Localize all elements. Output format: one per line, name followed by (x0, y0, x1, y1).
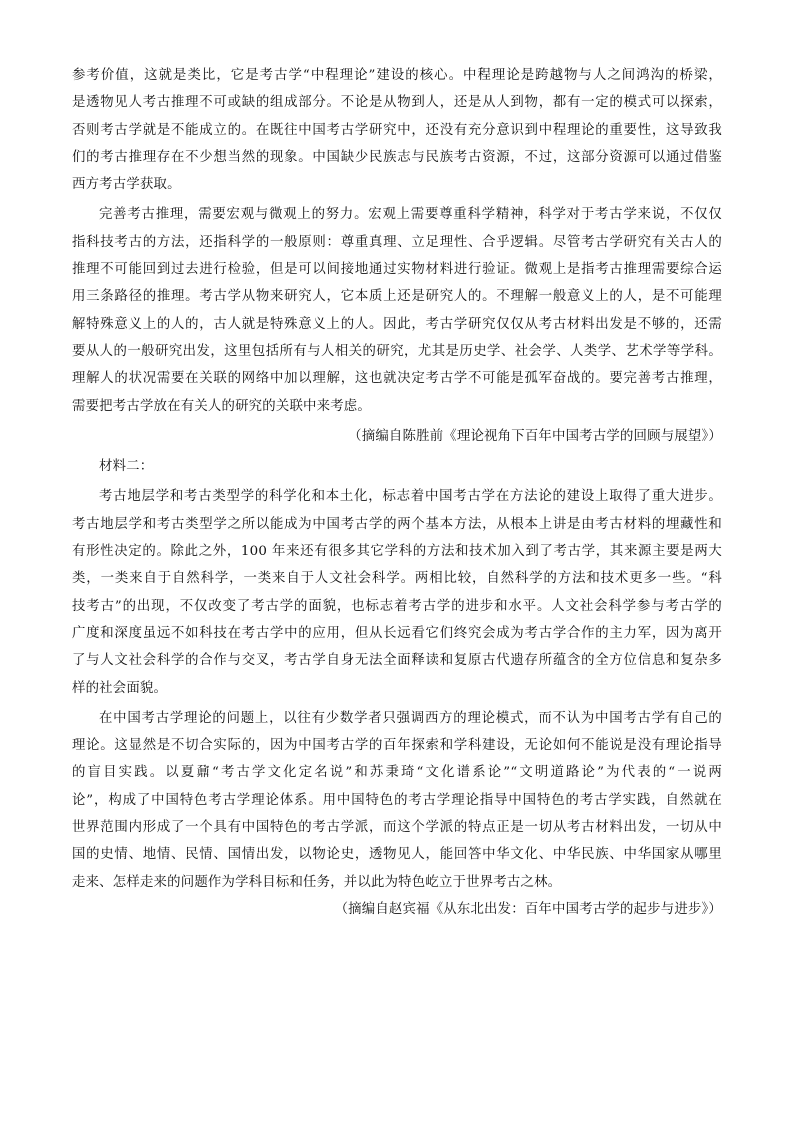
text-line: 考古地层学和考古类型学的科学化和本土化，标志着中国考古学在方法论的建设上取得了重大进步。 (99, 489, 722, 505)
text-line: 了与人文社会科学的合作与交叉，考古学自身无法全面释读和复原古代遗存所蕴含的全方位信息和复杂多 (72, 653, 722, 669)
text-line: 样的社会面貌。 (72, 680, 168, 696)
text-line: 指科技考古的方法，还指科学的一般原则：尊重真理、立足理性、合乎逻辑。尽管考古学研究有关古人的 (72, 234, 722, 250)
text-line: 需要把考古学放在有关人的研究的关联中来考虑。 (72, 398, 371, 414)
text-line: 论”，构成了中国特色考古学理论体系。用中国特色的考古学理论指导中国特色的考古学实践，自然就在 (72, 792, 722, 808)
text-line: 完善考古推理，需要宏观与微观上的努力。宏观上需要尊重科学精神，科学对于考古学来说，不仅仅 (99, 207, 722, 223)
text-line: 广度和深度虽远不如科技在考古学中的应用，但从长远看它们终究会成为考古学合作的主力军，因为离开 (72, 625, 722, 641)
document-page (72, 62, 722, 923)
paragraph-3 (72, 483, 722, 701)
text-line: 用三条路径的推理。考古学从物来研究人，它本质上还是研究人的。不理解一般意义上的人，是不可能理 (72, 289, 722, 305)
text-line: 有形性决定的。除此之外，100 年来还有很多其它学科的方法和技术加入到了考古学，其来源主要是两大 (72, 544, 722, 560)
text-line: 们的考古推理存在不少想当然的现象。中国缺少民族志与民族考古资源，不过，这部分资源可以通过借鉴 (72, 149, 722, 165)
citation-2: （摘编自赵宾福《从东北出发：百年中国考古学的起步与进步》） (334, 901, 722, 917)
text-line: 技考古”的出现，不仅改变了考古学的面貌，也标志着考古学的进步和水平。人文社会科学参与考古学的 (72, 598, 722, 614)
text-line: 否则考古学就是不能成立的。在既往中国考古学研究中，还没有充分意识到中程理论的重要性，这导致我 (72, 122, 722, 138)
text-line: 解特殊意义上的人的，古人就是特殊意义上的人。因此，考古学研究仅仅从考古材料出发是不够的，还需 (72, 316, 722, 332)
text-line: 西方考古学获取。 (72, 177, 181, 193)
text-line: 的盲目实践。以夏鼐“考古学文化定名说”和苏秉琦“文化谱系论”“文明道路论”为代表的“一说两 (72, 765, 722, 781)
text-line: 类，一类来自于自然科学，一类来自于人文社会科学。两相比较，自然科学的方法和技术更多一些。“科 (72, 571, 722, 587)
paragraph-4 (72, 705, 722, 896)
paragraph-2 (72, 201, 722, 419)
citation-1: （摘编自陈胜前《理论视角下百年中国考古学的回顾与展望》） (348, 428, 722, 444)
text-line: 考古地层学和考古类型学之所以能成为中国考古学的两个基本方法，从根本上讲是由考古材料的埋藏性和 (72, 516, 722, 532)
text-line: 参考价值，这就是类比，它是考古学“中程理论”建设的核心。中程理论是跨越物与人之间鸿沟的桥梁， (72, 68, 722, 83)
text-line: 推理不可能回到过去进行检验，但是可以间接地通过实物材料进行验证。微观上是指考古推理需要综合运 (72, 262, 722, 278)
text-line: 是透物见人考古推理不可或缺的组成部分。不论是从物到人，还是从人到物，都有一定的模式可以探索， (72, 95, 722, 111)
text-line: 理解人的状况需要在关联的网络中加以理解，这也就决定考古学不可能是孤军奋战的。要完善考古推理， (72, 371, 722, 387)
paragraph-1 (72, 62, 722, 198)
text-line: 国的史情、地情、民情、国情出发，以物论史，透物见人，能回答中华文化、中华民族、中华国家从哪里 (72, 847, 722, 863)
text-line: 世界范围内形成了一个具有中国特色的考古学派，而这个学派的特点正是一切从考古材料出发，一切从中 (72, 820, 722, 836)
text-line: 理论。这显然是不切合实际的，因为中国考古学的百年探索和学科建设，无论如何不能说是没有理论指导 (72, 738, 722, 754)
text-line: 走来、怎样走来的问题作为学科目标和任务，并以此为特色屹立于世界考古之林。 (72, 874, 562, 890)
material-2-label: 材料二： (99, 459, 154, 475)
text-line: 在中国考古学理论的问题上，以往有少数学者只强调西方的理论模式，而不认为中国考古学有自己的 (99, 710, 722, 726)
text-line: 要从人的一般研究出发，这里包括所有与人相关的研究，尤其是历史学、社会学、人类学、艺术学等学科。 (72, 343, 722, 359)
